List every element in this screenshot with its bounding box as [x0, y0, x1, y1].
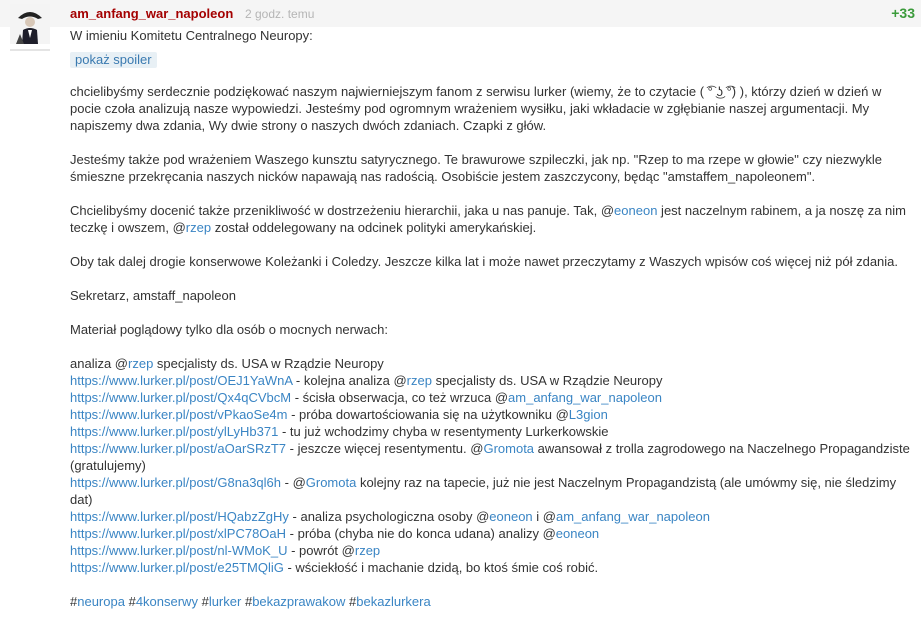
avatar[interactable] — [10, 4, 50, 44]
link-list-item — [70, 542, 910, 559]
text-segment: - próba dowartościowania się na użytkowniku @ — [287, 407, 569, 422]
user-mention-link[interactable]: eoneon — [614, 203, 658, 218]
user-mention-link[interactable]: eoneon — [489, 509, 533, 524]
text-segment: - tu już wchodzimy chyba w resentymenty Lurkerkowskie — [278, 424, 609, 439]
link-list-item — [70, 559, 910, 576]
tag-link[interactable]: bekazprawakow — [252, 594, 346, 609]
materials-intro: Materiał poglądowy tylko dla osób o mocnych nerwach: — [70, 322, 388, 337]
text-segment: jest naczelnym rabinem, a ja noszę za nim teczkę i owszem, @ — [70, 203, 906, 235]
link-list-item — [70, 440, 910, 474]
text-segment: specjalisty ds. USA w Rządzie Neuropy — [431, 373, 663, 388]
user-mention-link[interactable]: L3gion — [568, 407, 608, 422]
text-segment: - kolejna analiza @ — [292, 373, 407, 388]
text-segment: i @ — [532, 509, 556, 524]
greeting: W imieniu Komitetu Centralnego Neuropy: — [70, 28, 313, 43]
text-segment: - jeszcze więcej resentymentu. @ — [286, 441, 484, 456]
paragraph-thanks: chcielibyśmy serdecznie podziękować naszym najwierniejszym fanom z serwisu lurker (wiemy, że to czytacie ( ͡° ͜ʖ ͡°) ), którzy dzień w dzień w pocie czoła analizują nasze wypowiedzi. Jesteśmy pod ogromnym wrażeniem wysiłku, jaki wkładacie w zgłębianie naszej argumentacji. My napiszemy dwa zdania, Wy dwie strony o naszych dwóch zdaniach. Czapki z głów. — [70, 84, 882, 133]
text-segment: awansował z trolla zagrodowego na Naczelnego Propagandziste (gratulujemy) — [70, 441, 910, 473]
tag-list — [70, 593, 910, 610]
text-segment: - próba (chyba nie do konca udana) analizy @ — [286, 526, 556, 541]
spoiler-row — [70, 44, 910, 68]
text-segment: specjalisty ds. USA w Rządzie Neuropy — [153, 356, 384, 371]
user-mention-link[interactable]: rzep — [406, 373, 432, 388]
tag-link[interactable]: 4konserwy — [135, 594, 198, 609]
text-segment: - wściekłość i machanie dzidą, bo ktoś śmie coś robić. — [283, 560, 599, 575]
post-url-link[interactable]: https://www.lurker.pl/post/HQabzZgHy — [70, 509, 289, 524]
hash-symbol: # — [128, 594, 136, 609]
vote-count[interactable]: +33 — [891, 5, 915, 21]
post-url-link[interactable]: https://www.lurker.pl/post/nl-WMoK_U — [70, 543, 288, 558]
paragraph-wishes: Oby tak dalej drogie konserwowe Koleżanki i Coledzy. Jeszcze kilka lat i może nawet przeczytamy z Waszych wpisów coś więcej niż pół zdania. — [70, 254, 899, 269]
text-segment: Chcielibyśmy docenić także przenikliwość w dostrzeżeniu hierarchii, jaka u nas panuje. Tak, @ — [70, 203, 615, 218]
post-url-link[interactable]: https://www.lurker.pl/post/aOarSRzT7 — [70, 441, 287, 456]
text-segment: analiza @ — [70, 356, 129, 371]
user-mention-link[interactable]: am_anfang_war_napoleon — [508, 390, 662, 405]
paragraph-satire: Jesteśmy także pod wrażeniem Waszego kunsztu satyrycznego. Te brawurowe szpileczki, jak np. "Rzep to ma rzepe w głowie" czy niezwykle śmieszne przekręcania naszych nicków napawają nas radością. Osobiście jestem zaszczycony, będąc "amstaffem_napoleonem". — [70, 152, 882, 184]
napoleon-avatar-icon — [10, 4, 50, 44]
author-link[interactable]: am_anfang_war_napoleon — [70, 6, 234, 21]
post-url-link[interactable]: https://www.lurker.pl/post/xlPC78OaH — [70, 526, 287, 541]
link-list-item — [70, 474, 910, 508]
link-list-item — [70, 372, 910, 389]
signature: Sekretarz, amstaff_napoleon — [70, 288, 236, 303]
user-mention-link[interactable]: rzep — [185, 220, 212, 235]
show-spoiler-button[interactable]: pokaż spoiler — [70, 52, 157, 68]
hash-symbol: # — [70, 594, 78, 609]
text-segment: kolejny raz na tapecie, już nie jest Naczelnym Propagandzistą (ale umówmy się, nie śledzimy dat) — [70, 475, 897, 507]
hash-symbol: # — [201, 594, 209, 609]
post-url-link[interactable]: https://www.lurker.pl/post/e25TMQliG — [70, 560, 284, 575]
link-list-item — [70, 355, 910, 372]
tag-link[interactable]: bekazlurkera — [356, 594, 431, 609]
post-url-link[interactable]: https://www.lurker.pl/post/OEJ1YaWnA — [70, 373, 293, 388]
user-mention-link[interactable]: eoneon — [555, 526, 600, 541]
tag-link[interactable]: lurker — [208, 594, 242, 609]
hash-symbol: # — [244, 594, 253, 609]
text-segment: - @ — [281, 475, 306, 490]
user-mention-link[interactable]: am_anfang_war_napoleon — [555, 509, 710, 524]
post-url-link[interactable]: https://www.lurker.pl/post/vPkaoSe4m — [70, 407, 288, 422]
link-list-item — [70, 508, 910, 525]
link-list-item — [70, 406, 910, 423]
text-segment: - analiza psychologiczna osoby @ — [288, 509, 490, 524]
post-url-link[interactable]: https://www.lurker.pl/post/ylLyHb371 — [70, 424, 279, 439]
text-segment: - ścisła obserwacja, co też wrzuca @ — [291, 390, 509, 405]
user-mention-link[interactable]: rzep — [354, 543, 381, 558]
text-segment: został oddelegowany na odcinek polityki amerykańskiej. — [211, 220, 537, 235]
text-segment: - powrót @ — [287, 543, 355, 558]
avatar-underline — [10, 49, 50, 51]
user-mention-link[interactable]: Gromota — [305, 475, 357, 490]
post-body — [70, 27, 910, 610]
post-url-link[interactable]: https://www.lurker.pl/post/G8na3ql6h — [70, 475, 282, 490]
tag-link[interactable]: neuropa — [77, 594, 125, 609]
post-url-link[interactable]: https://www.lurker.pl/post/Qx4qCVbcM — [70, 390, 292, 405]
paragraph-hierarchy — [70, 202, 910, 236]
link-list-item — [70, 525, 910, 542]
user-mention-link[interactable]: Gromota — [483, 441, 535, 456]
post-time: 2 godz. temu — [245, 7, 315, 21]
hash-symbol: # — [349, 594, 357, 609]
link-list-item — [70, 423, 910, 440]
user-mention-link[interactable]: rzep — [128, 356, 154, 371]
link-list-item — [70, 389, 910, 406]
